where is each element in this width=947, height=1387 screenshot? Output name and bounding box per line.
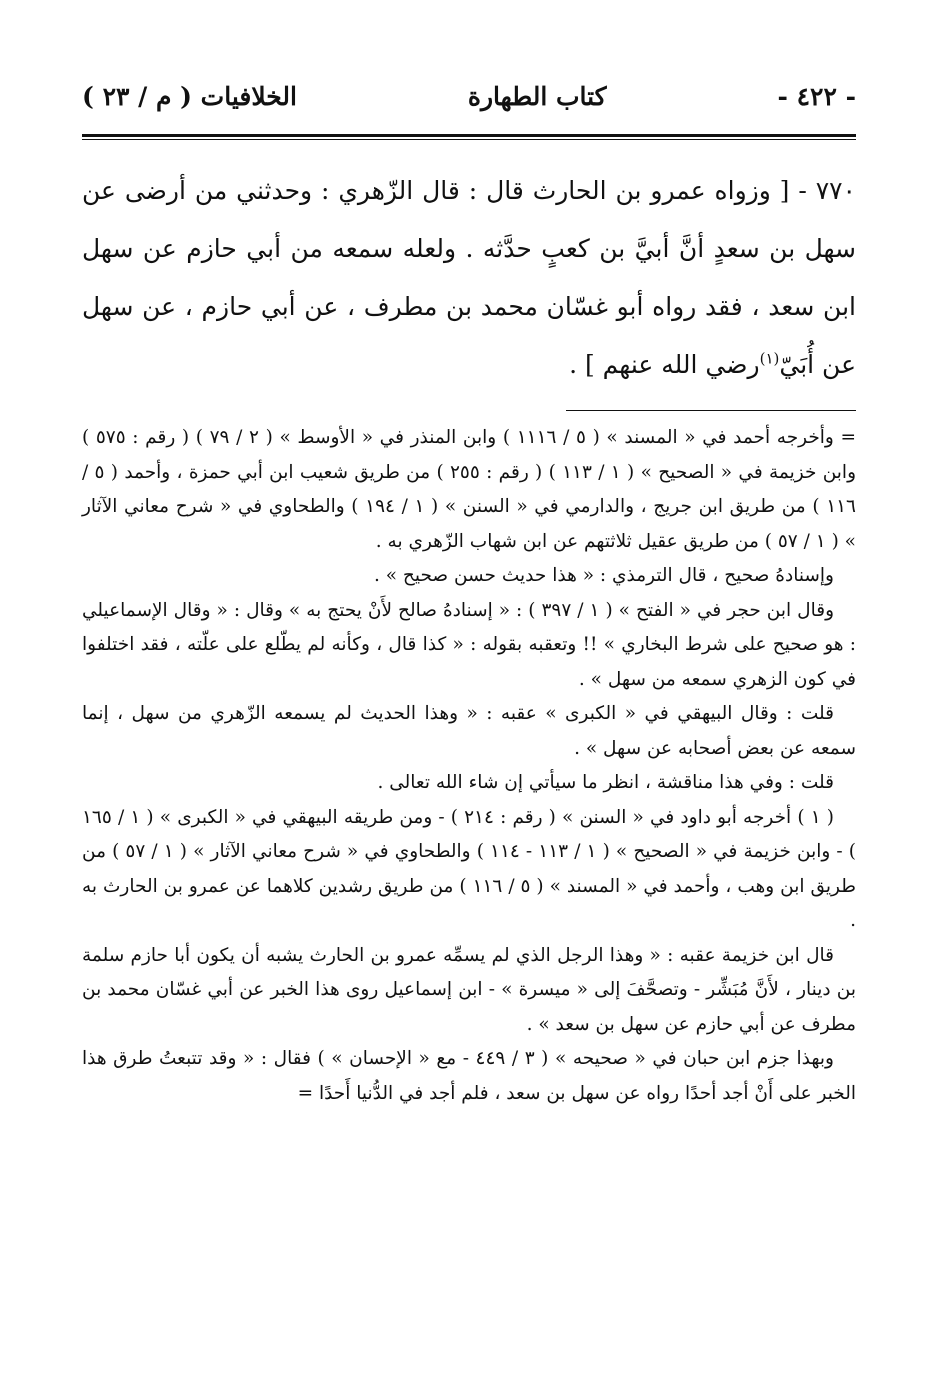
header-rule — [82, 134, 856, 140]
page-header — [82, 82, 856, 128]
footnote-paragraph: = وأخرجه أحمد في « المسند » ( ٥ / ١١١٦ ) وابن المنذر في « الأوسط » ( ٢ / ٧٩ ) ( رقم : ٥٧٥ ) وابن خزيمة في « الصحيح » ( ١ / ١١٣ ) ( رقم : ٢٥٥ ) من طريق شعيب ابن أبي حمزة ، وأحمد ( ٥ / ١١٦ ) من طريق ابن جريج ، والدارمي في « السنن » ( ١ / ١٩٤ ) والطحاوي في « شرح معاني الآثار » ( ١ / ٥٧ ) من طريق عقيل ثلاثتهم عن ابن شهاب الزّهري به . — [82, 427, 857, 552]
footnote-paragraph: وإسنادهُ صحيح ، قال الترمذي : « هذا حديث حسن صحيح » . — [373, 565, 834, 586]
footnote-paragraph: قال ابن خزيمة عقبه : « وهذا الرجل الذي لم يسمِّه عمرو بن الحارث يشبه أن يكون أبا حازم سلمة بن دينار ، لأَنَّ مُبَشِّر - وتصحَّفَ إلى « ميسرة » - ابن إسماعيل روى هذا الخبر عن أبي غسّان محمد بن مطرف عن أبي حازم عن سهل بن سعد » . — [82, 944, 856, 1035]
footnotes — [82, 421, 856, 1111]
footnote-marker: (١) — [759, 349, 780, 368]
main-paragraph: [ وزواه عمرو بن الحارث قال : قال الزّهري : وحدثني من أرضى عن سهل بن سعدٍ أنَّ أبيَّ بن كعبٍ حدَّثه . ولعله سمعه من أبي حازم عن سهل ابن سعد ، فقد رواه أبو غسّان محمد بن مطرف ، عن أبي حازم ، عن سهل عن أُبَيّ — [82, 176, 856, 379]
series-title: الخلافيات ( م / ٢٣ ) — [82, 82, 297, 111]
book-page — [82, 82, 856, 1111]
main-paragraph-end: رضي الله عنهم ] . — [569, 350, 760, 379]
book-title: كتاب الطهارة — [467, 82, 607, 111]
footnote-paragraph: ( ١ ) أخرجه أبو داود في « السنن » ( رقم : ٢١٤ ) - ومن طريقه البيهقي في « الكبرى » ( ١ / ١٦٥ ) - وابن خزيمة في « الصحيح » ( ١ / ١١٣ - ١١٤ ) والطحاوي في « شرح معاني الآثار » ( ١ / ٥٧ ) من طريق ابن وهب ، وأحمد في « المسند » ( ٥ / ١١٦ ) من طريق رشدين كلاهما عن عمرو بن الحارث به . — [82, 806, 856, 931]
footnote-separator — [566, 410, 856, 411]
page-number: - ٤٢٢ - — [777, 82, 856, 111]
footnote-paragraph: قلت : وفي هذا مناقشة ، انظر ما سيأتي إن شاء الله تعالى . — [377, 772, 834, 793]
footnote-paragraph: وبهذا جزم ابن حبان في « صحيحه » ( ٣ / ٤٤٩ - مع « الإحسان » ) فقال : « وقد تتبعتُ طرق هذا الخبر على أَنْ أجد أحدًا رواه عن سهل بن سعد ، فلم أجد في الدُّنيا أَحدًا = — [82, 1048, 856, 1104]
footnote-paragraph: قلت : وقال البيهقي في « الكبرى » عقبه : « وهذا الحديث لم يسمعه الزّهري من سهل ، إنما سمعه عن بعض أصحابه عن سهل » . — [82, 703, 856, 759]
main-text — [82, 162, 856, 394]
paragraph-number: ٧٧٠ - — [798, 176, 856, 205]
footnote-paragraph: وقال ابن حجر في « الفتح » ( ١ / ٣٩٧ ) : « إسنادهُ صالح لأَنْ يحتج به » وقال : « وقال الإسماعيلي : هو صحيح على شرط البخاري » !! وتعقبه بقوله : « كذا قال ، وكأنه لم يطّلع على علّته ، فقد اختلفوا في كون الزهري سمعه من سهل » . — [82, 599, 856, 690]
